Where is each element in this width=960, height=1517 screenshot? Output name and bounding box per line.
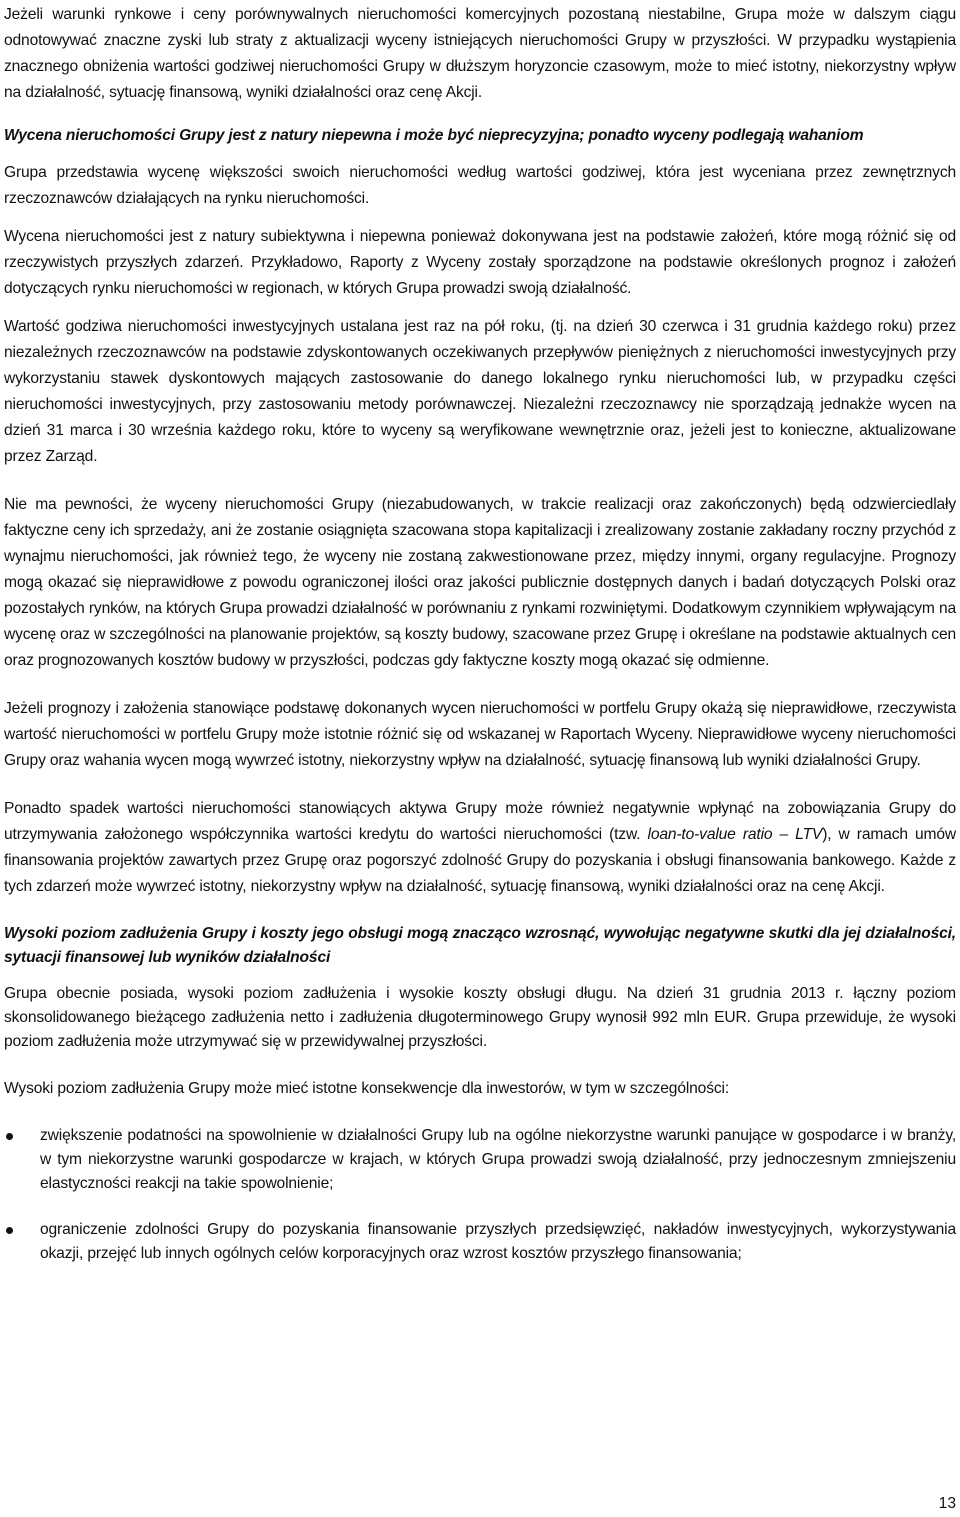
- paragraph-ltv-part-a: Ponadto spadek wartości nieruchomości stanowiących aktywa Grupy może również negatywnie wpłynąć na zobowiązania Grupy do utrzymywania założonego współczynnika wartości kredytu do wartości nieruchomości (tzw.: [4, 800, 956, 843]
- paragraph-semiannual-valuation: Wartość godziwa nieruchomości inwestycyjnych ustalana jest raz na pół roku, (tj. na dzień 30 czerwca i 31 grudnia każdego roku) przez niezależnych rzeczoznawców na podstawie zdyskontowanych oczekiwanych przepływów pieniężnych z nieruchomości inwestycyjnych przy wykorzystaniu stawek dyskontowych mających zastosowanie do danego lokalnego rynku nieruchomości lub, w przypadku części nieruchomości inwestycyjnych, przy zastosowaniu metody porównawczej. Niezależni rzeczoznawcy nie sporządzają jednakże wycen na dzień 31 marca i 30 września każdego roku, które to wyceny są weryfikowane wewnętrznie oraz, jeżeli jest to konieczne, aktualizowane przez Zarząd.: [4, 318, 956, 465]
- paragraph-fair-value: Grupa przedstawia wycenę większości swoich nieruchomości według wartości godziwej, która jest wyceniana przez zewnętrznych rzeczoznawców działających na rynku nieruchomości.: [4, 164, 956, 207]
- consequences-list: [4, 1124, 956, 1266]
- paragraph-no-certainty: Nie ma pewności, że wyceny nieruchomości Grupy (niezabudowanych, w trakcie realizacji oraz zakończonych) będą odzwierciedlały faktyczne ceny ich sprzedaży, ani że zostanie osiągnięta szacowana stopa kapitalizacji i zrealizowany zostanie zakładany roczny przychód z wynajmu nieruchomości, jak również tego, że wyceny nie zostaną zakwestionowane przez, między innymi, organy regulacyjne. Prognozy mogą okazać się nieprawidłowe z powodu ograniczonej ilości oraz jakości publicznie dostępnych danych i badań dotyczących Polski oraz pozostałych rynków, na których Grupa prowadzi działalność w porównaniu z rynkami rozwiniętymi. Dodatkowym czynnikiem wpływającym na wycenę oraz w szczególności na planowanie projektów, są koszty budowy, szacowane przez Grupę i określane na podstawie aktualnych cen oraz prognozowanych kosztów budowy w przyszłości, podczas gdy faktyczne koszty mogą okazać się odmienne.: [4, 496, 956, 669]
- heading-debt-level: Wysoki poziom zadłużenia Grupy i koszty jego obsługi mogą znacząco wzrosnąć, wywołując negatywne skutki dla jej działalności, sytuacji finansowej lub wyników działalności: [4, 925, 956, 966]
- paragraph-debt-consequences: Wysoki poziom zadłużenia Grupy może mieć istotne konsekwencje dla inwestorów, w tym w szczególności:: [4, 1080, 729, 1097]
- paragraph-ltv: [4, 796, 956, 900]
- heading-valuation-uncertain: Wycena nieruchomości Grupy jest z natury niepewna i może być nieprecyzyjna; ponadto wyceny podlegają wahaniom: [4, 127, 864, 144]
- list-item-text: zwiększenie podatności na spowolnienie w działalności Grupy lub na ogólne niekorzystne warunki panujące w gospodarce i w branży, w tym niekorzystne warunki gospodarcze w krajach, w których Grupa prowadzi swoją działalność, przy jednoczesnym zmniejszeniu elastyczności reakcji na takie spowolnienie;: [40, 1127, 956, 1192]
- paragraph-market-conditions: Jeżeli warunki rynkowe i ceny porównywalnych nieruchomości komercyjnych pozostaną niestabilne, Grupa może w dalszym ciągu odnotowywać znaczne zyski lub straty z aktualizacji wyceny istniejących nieruchomości Grupy w przyszłości. W przypadku wystąpienia znacznego obniżenia wartości godziwej nieruchomości Grupy w dłuższym horyzoncie czasowym, może to mieć istotny, niekorzystny wpływ na działalność, sytuację finansową, wyniki działalności oraz cenę Akcji.: [4, 6, 956, 101]
- page-number: 13: [938, 1495, 956, 1512]
- list-item: [4, 1218, 956, 1266]
- bullet-icon: [6, 1227, 13, 1234]
- list-item-text: ograniczenie zdolności Grupy do pozyskania finansowanie przyszłych przedsięwzięć, nakładów inwestycyjnych, wykorzystywania okazji, przejęć lub innych ogólnych celów korporacyjnych oraz wzrost kosztów przyszłego finansowania;: [40, 1221, 956, 1262]
- paragraph-debt-current: Grupa obecnie posiada, wysoki poziom zadłużenia i wysokie koszty obsługi długu. Na dzień 31 grudnia 2013 r. łączny poziom skonsolidowanego bieżącego zadłużenia netto i zadłużenia długoterminowego Grupy wynosił 992 mln EUR. Grupa przewiduje, że wysoki poziom zadłużenia może utrzymywać się w przewidywalnej przyszłości.: [4, 985, 956, 1050]
- bullet-icon: [6, 1133, 13, 1140]
- paragraph-ltv-part-b: ), w ramach umów finansowania projektów zawartych przez Grupę oraz pogorszyć zdolność Grupy do pozyskania i obsługi finansowania bankowego. Każde z tych zdarzeń może wywrzeć istotny, niekorzystny wpływ na działalność, sytuację finansową, wyniki działalności oraz na cenę Akcji.: [4, 826, 956, 895]
- paragraph-forecasts-incorrect: Jeżeli prognozy i założenia stanowiące podstawę dokonanych wycen nieruchomości w portfelu Grupy okażą się nieprawidłowe, rzeczywista wartość nieruchomości w portfelu Grupy może istotnie różnić się od wskazanej w Raportach Wyceny. Nieprawidłowe wyceny nieruchomości Grupy oraz wahania wycen mogą wywrzeć istotny, niekorzystny wpływ na działalność, sytuację finansową lub wyniki działalności Grupy.: [4, 700, 956, 769]
- ltv-term: loan-to-value ratio – LTV: [647, 826, 823, 843]
- document-page: [4, 2, 956, 1266]
- paragraph-valuation-subjective: Wycena nieruchomości jest z natury subiektywna i niepewna ponieważ dokonywana jest na podstawie założeń, które mogą różnić się od rzeczywistych przyszłych zdarzeń. Przykładowo, Raporty z Wyceny zostały sporządzone na podstawie określonych prognoz i założeń dotyczących rynku nieruchomości w regionach, w których Grupa prowadzi swoją działalność.: [4, 228, 956, 297]
- list-item: [4, 1124, 956, 1196]
